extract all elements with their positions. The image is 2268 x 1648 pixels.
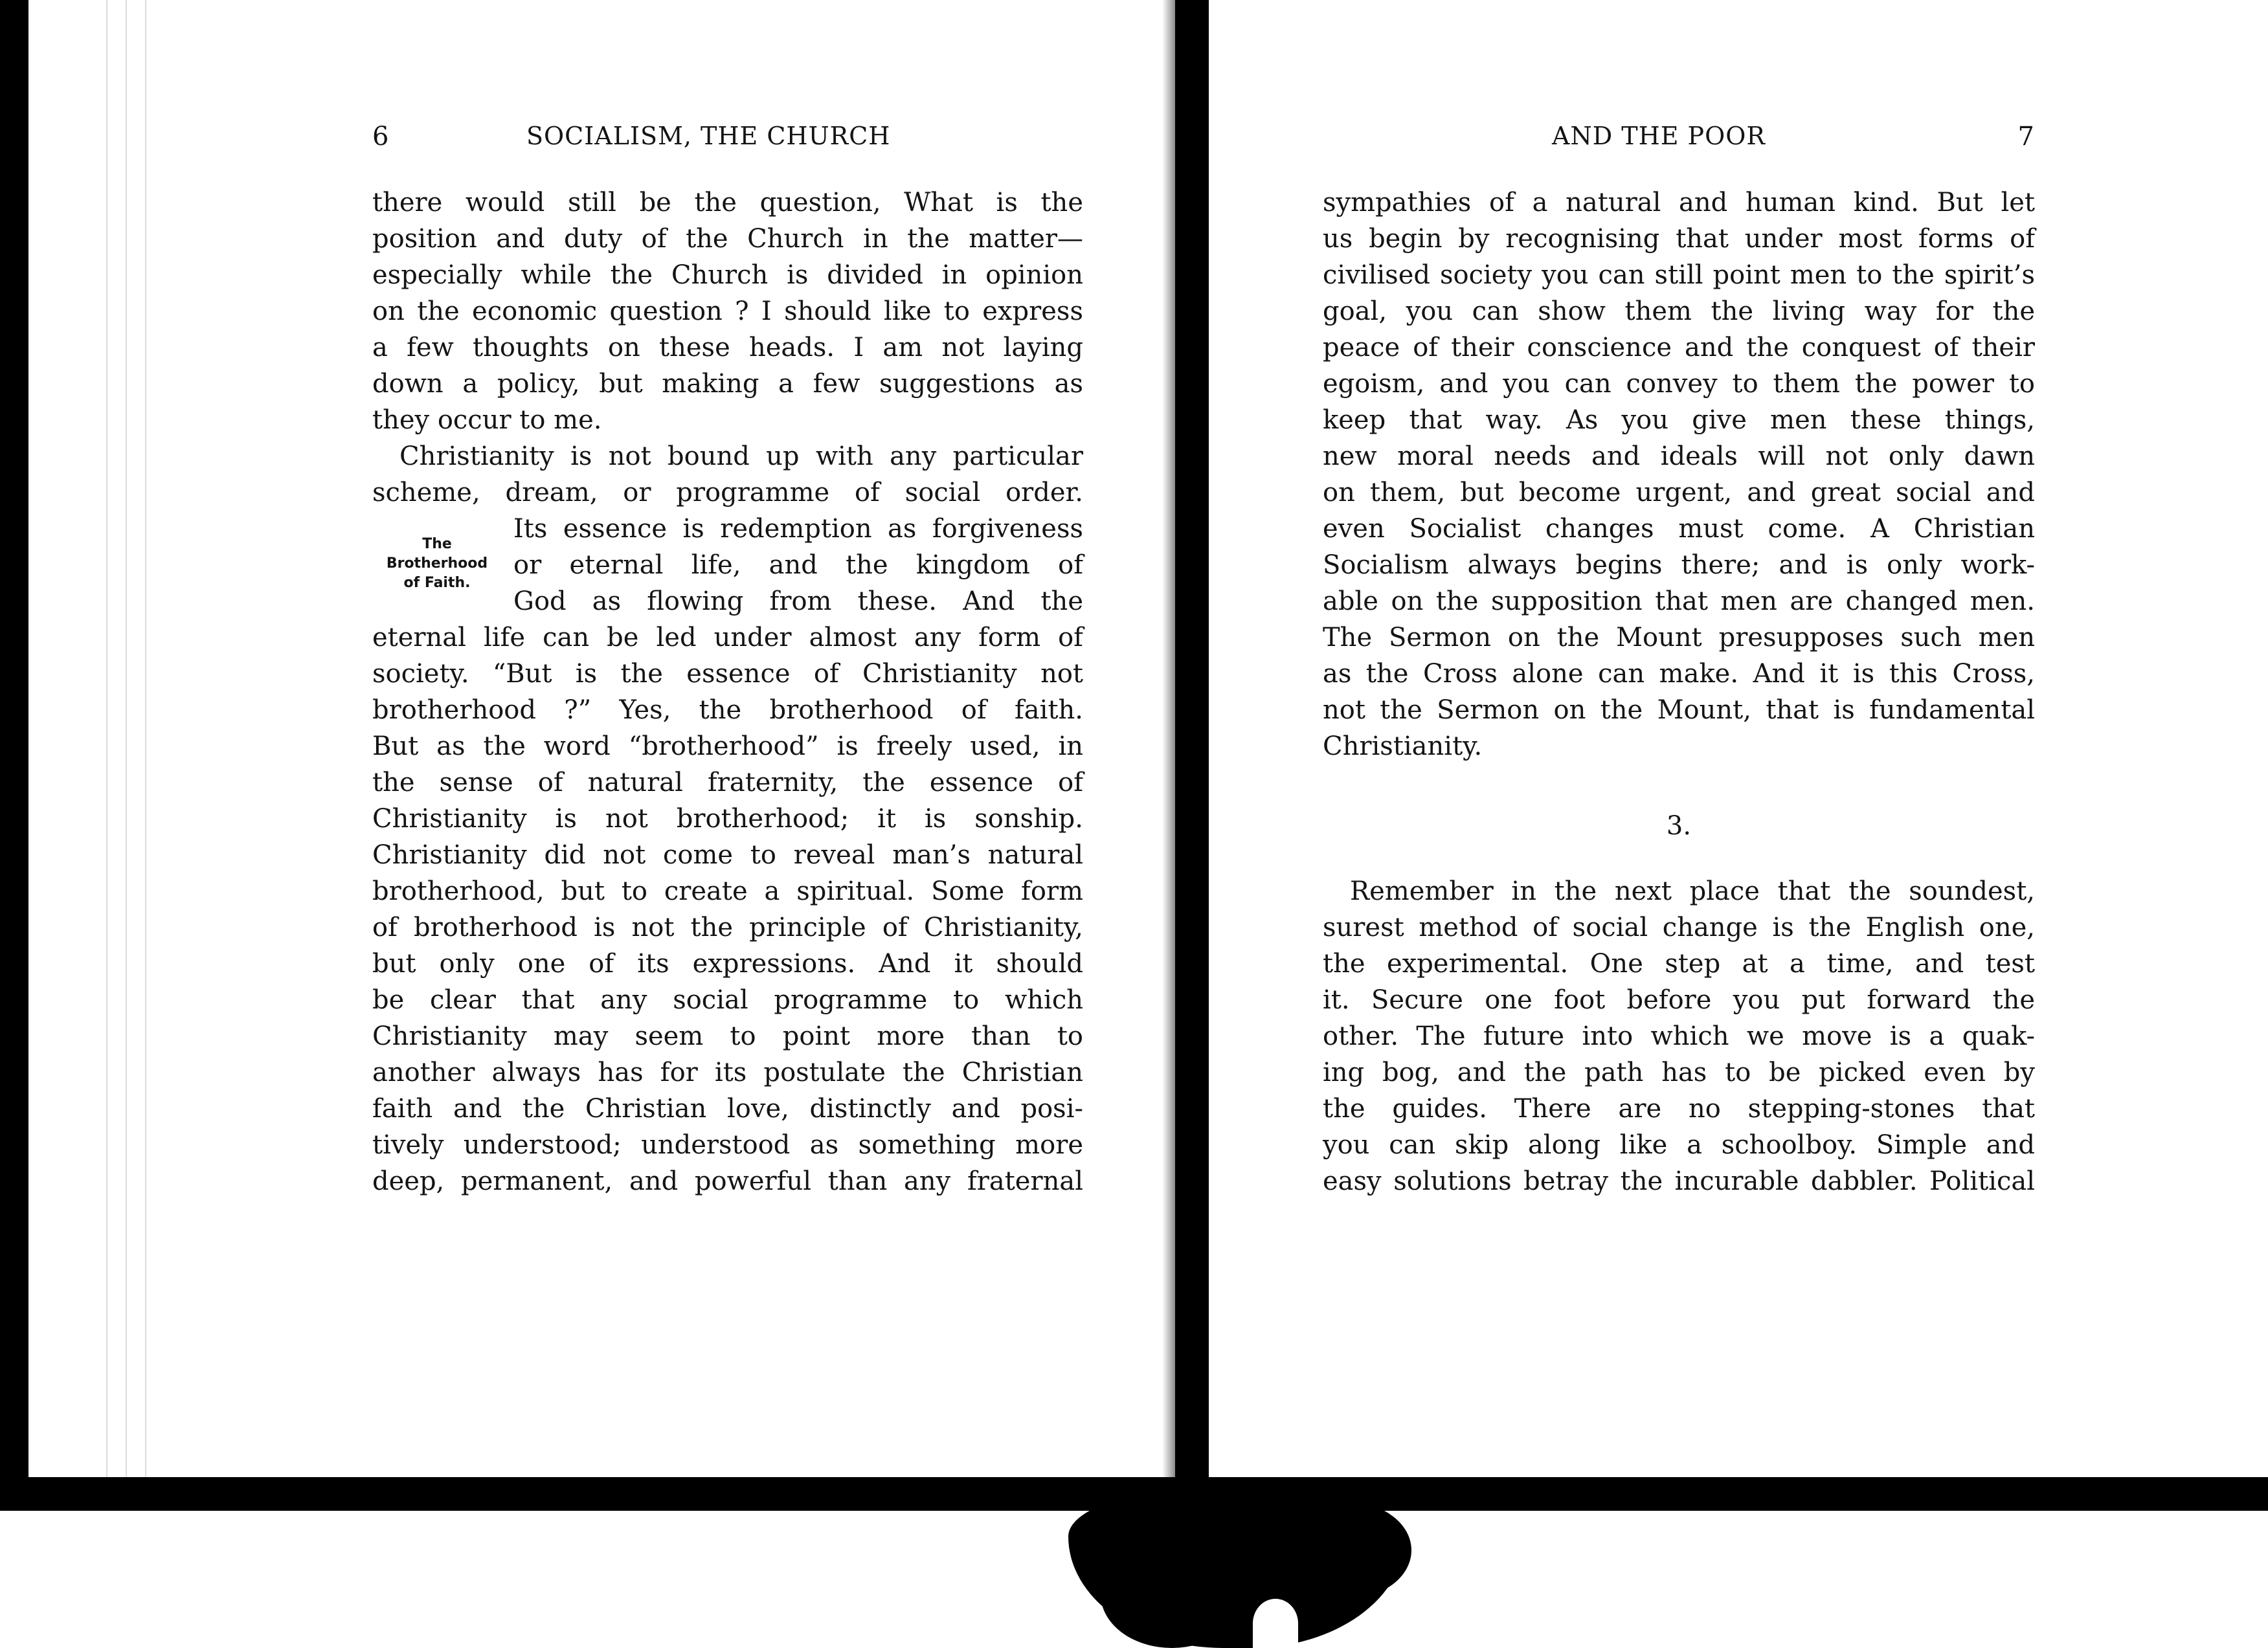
- text-line: the guides. There are no stepping-stones that: [1323, 1094, 2035, 1124]
- margin-note: [372, 535, 502, 593]
- margin-note-line: of Faith.: [403, 575, 471, 591]
- text-line: you can skip along like a schoolboy. Simple and: [1323, 1130, 2035, 1160]
- text-line: especially while the Church is divided in opinion: [372, 260, 1083, 290]
- text-line: Socialism always begins there; and is only work-: [1323, 550, 2035, 580]
- text-line: down a policy, but making a few suggestions as: [372, 369, 1083, 399]
- binding-shadow-notch: [1253, 1599, 1298, 1648]
- text-line: Christianity may seem to point more than to: [372, 1021, 1083, 1051]
- text-line: a few thoughts on these heads. I am not laying: [372, 333, 1083, 362]
- text-line: position and duty of the Church in the matter—: [372, 224, 1083, 254]
- left-running-head: SOCIALISM, THE CHURCH: [526, 122, 891, 150]
- text-line: God as flowing from these. And the: [513, 586, 1083, 616]
- text-line: even Socialist changes must come. A Christian: [1323, 514, 2035, 544]
- margin-note-line: The: [422, 536, 452, 552]
- text-line: Its essence is redemption as forgiveness: [513, 514, 1083, 544]
- right-running-head: AND THE POOR: [1552, 122, 1766, 150]
- text-line: other. The future into which we move is a quak-: [1323, 1021, 2035, 1051]
- text-line: egoism, and you can convey to them the power to: [1323, 369, 2035, 399]
- section-number: 3.: [1666, 811, 1692, 841]
- text-line: Christianity.: [1323, 731, 1483, 761]
- text-line: new moral needs and ideals will not only dawn: [1323, 441, 2035, 471]
- right-page-header: [1323, 122, 2035, 161]
- text-line: the experimental. One step at a time, and test: [1323, 949, 2035, 979]
- book-gutter: [1175, 0, 1209, 1508]
- text-line: keep that way. As you give men these things,: [1323, 405, 2035, 435]
- text-line: faith and the Christian love, distinctly and posi-: [372, 1094, 1083, 1124]
- text-line: tively understood; understood as something more: [372, 1130, 1083, 1160]
- text-line: it. Secure one foot before you put forward the: [1323, 985, 2035, 1015]
- text-line: Remember in the next place that the soundest,: [1350, 876, 2035, 906]
- text-line: peace of their conscience and the conquest of their: [1323, 333, 2035, 362]
- text-line: surest method of social change is the English one,: [1323, 913, 2035, 942]
- gutter-shadow: [1162, 0, 1175, 1508]
- binding-shadow-right: [1282, 1502, 1411, 1599]
- text-line: society. “But is the essence of Christianity not: [372, 659, 1083, 689]
- left-page-number: 6: [372, 122, 390, 151]
- text-line: not the Sermon on the Mount, that is fundamental: [1323, 695, 2035, 725]
- text-line: as the Cross alone can make. And it is this Cross,: [1323, 659, 2035, 689]
- text-line: eternal life can be led under almost any form of: [372, 623, 1083, 652]
- binding-shadow-left: [1101, 1541, 1243, 1648]
- text-line: but only one of its expressions. And it should: [372, 949, 1083, 979]
- text-line: on them, but become urgent, and great social and: [1323, 478, 2035, 507]
- text-line: the sense of natural fraternity, the essence of: [372, 768, 1083, 797]
- text-line: on the economic question ? I should like to express: [372, 296, 1083, 326]
- text-line: sympathies of a natural and human kind. But let: [1323, 188, 2035, 217]
- text-line: they occur to me.: [372, 405, 602, 435]
- text-line: goal, you can show them the living way for the: [1323, 296, 2035, 326]
- text-line: But as the word “brotherhood” is freely used, in: [372, 731, 1083, 761]
- text-line: easy solutions betray the incurable dabbler. Political: [1323, 1166, 2035, 1196]
- text-line: Christianity did not come to reveal man’s natural: [372, 840, 1083, 870]
- margin-note-line: Brotherhood: [386, 555, 488, 572]
- left-margin-streaks: [97, 0, 155, 1508]
- text-line: brotherhood, but to create a spiritual. Some form: [372, 876, 1083, 906]
- left-scan-edge: [0, 0, 28, 1508]
- left-page-header: [372, 122, 1083, 161]
- text-line: be clear that any social programme to which: [372, 985, 1083, 1015]
- text-line: civilised society you can still point men to the spirit’s: [1323, 260, 2035, 290]
- text-line: us begin by recognising that under most forms of: [1323, 224, 2035, 254]
- text-line: able on the supposition that men are changed men.: [1323, 586, 2035, 616]
- text-line: deep, permanent, and powerful than any fraternal: [372, 1166, 1083, 1196]
- right-page-number: 7: [2017, 122, 2035, 151]
- text-line: Christianity is not brotherhood; it is sonship.: [372, 804, 1083, 834]
- text-line: scheme, dream, or programme of social order.: [372, 478, 1083, 507]
- text-line: The Sermon on the Mount presupposes such men: [1323, 623, 2035, 652]
- text-line: another always has for its postulate the Christian: [372, 1058, 1083, 1087]
- text-line: Christianity is not bound up with any particular: [399, 441, 1083, 471]
- text-line: or eternal life, and the kingdom of: [513, 550, 1083, 580]
- text-line: there would still be the question, What is the: [372, 188, 1083, 217]
- text-line: of brotherhood is not the principle of Christianity,: [372, 913, 1083, 942]
- text-line: ing bog, and the path has to be picked even by: [1323, 1058, 2035, 1087]
- text-line: brotherhood ?” Yes, the brotherhood of faith.: [372, 695, 1083, 725]
